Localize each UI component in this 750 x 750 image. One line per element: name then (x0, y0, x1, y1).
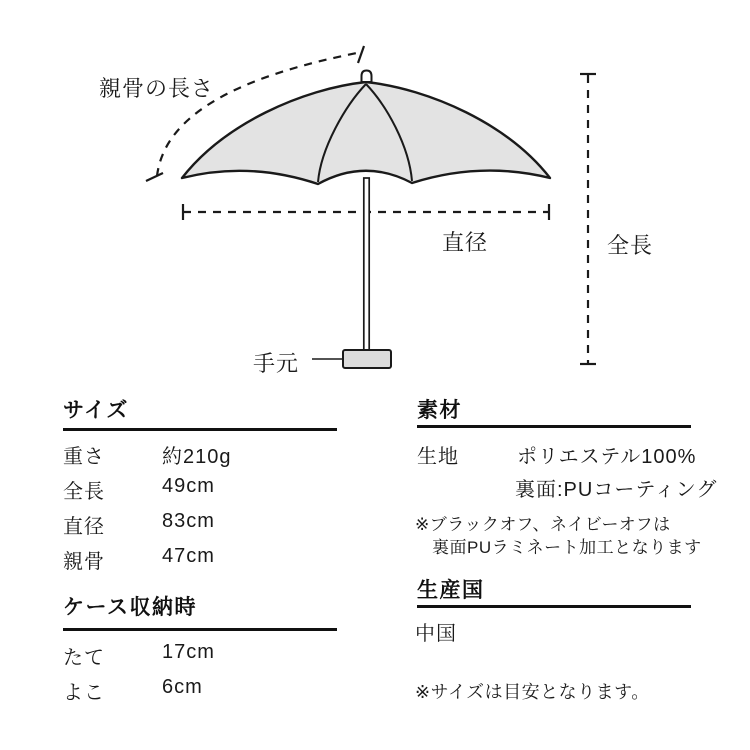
rib-length-tick-bottom (146, 173, 163, 181)
spec-value: 17cm (162, 641, 215, 663)
size-section-title: サイズ (63, 399, 129, 422)
rib-length-label: 親骨の長さ (99, 76, 215, 101)
spec-label: 重さ (63, 446, 105, 468)
spec-value: 6cm (162, 676, 203, 698)
umbrella-handle (343, 350, 391, 368)
spec-value: 83cm (162, 510, 215, 532)
country-value: 中国 (415, 623, 457, 645)
spec-value: 約210g (162, 446, 232, 468)
spec-row-rib (63, 545, 215, 574)
material-note-line1: ※ブラックオフ、ネイビーオフは (415, 515, 671, 534)
spec-label: よこ (63, 682, 105, 704)
material-note-line2: 裏面PUラミネート加工となります (432, 538, 702, 557)
spec-row-diameter (63, 510, 215, 539)
spec-value: 47cm (162, 545, 215, 567)
rib-length-tick-top (358, 46, 364, 63)
spec-row-case-width (63, 676, 203, 705)
fabric-backside-value: 裏面:PUコーティング (515, 479, 718, 501)
spec-label: たて (63, 647, 105, 669)
material-section-rule (417, 425, 691, 428)
spec-label: 直径 (63, 516, 105, 538)
spec-row-case-height (63, 641, 215, 670)
case-section-rule (63, 628, 337, 631)
umbrella-shaft (364, 178, 369, 354)
total-length-label: 全長 (607, 233, 654, 258)
spec-label: 全長 (63, 481, 105, 503)
spec-row-total-length (63, 475, 215, 504)
spec-value: 49cm (162, 475, 215, 497)
ferrule-icon (362, 71, 372, 83)
spec-row-weight (63, 440, 232, 469)
size-section-rule (63, 428, 337, 431)
material-section-title: 素材 (417, 399, 462, 422)
country-section-title: 生産国 (417, 579, 485, 602)
umbrella-canopy (182, 82, 550, 184)
handle-label: 手元 (253, 351, 300, 376)
spec-row-fabric (417, 440, 697, 469)
diameter-label: 直径 (442, 230, 489, 255)
size-disclaimer-footnote: ※サイズは目安となります。 (415, 682, 650, 702)
spec-label: 親骨 (63, 551, 105, 573)
country-section-rule (417, 605, 691, 608)
spec-value: ポリエステル100% (517, 446, 697, 468)
spec-label: 生地 (417, 446, 459, 468)
case-section-title: ケース収納時 (63, 596, 197, 619)
